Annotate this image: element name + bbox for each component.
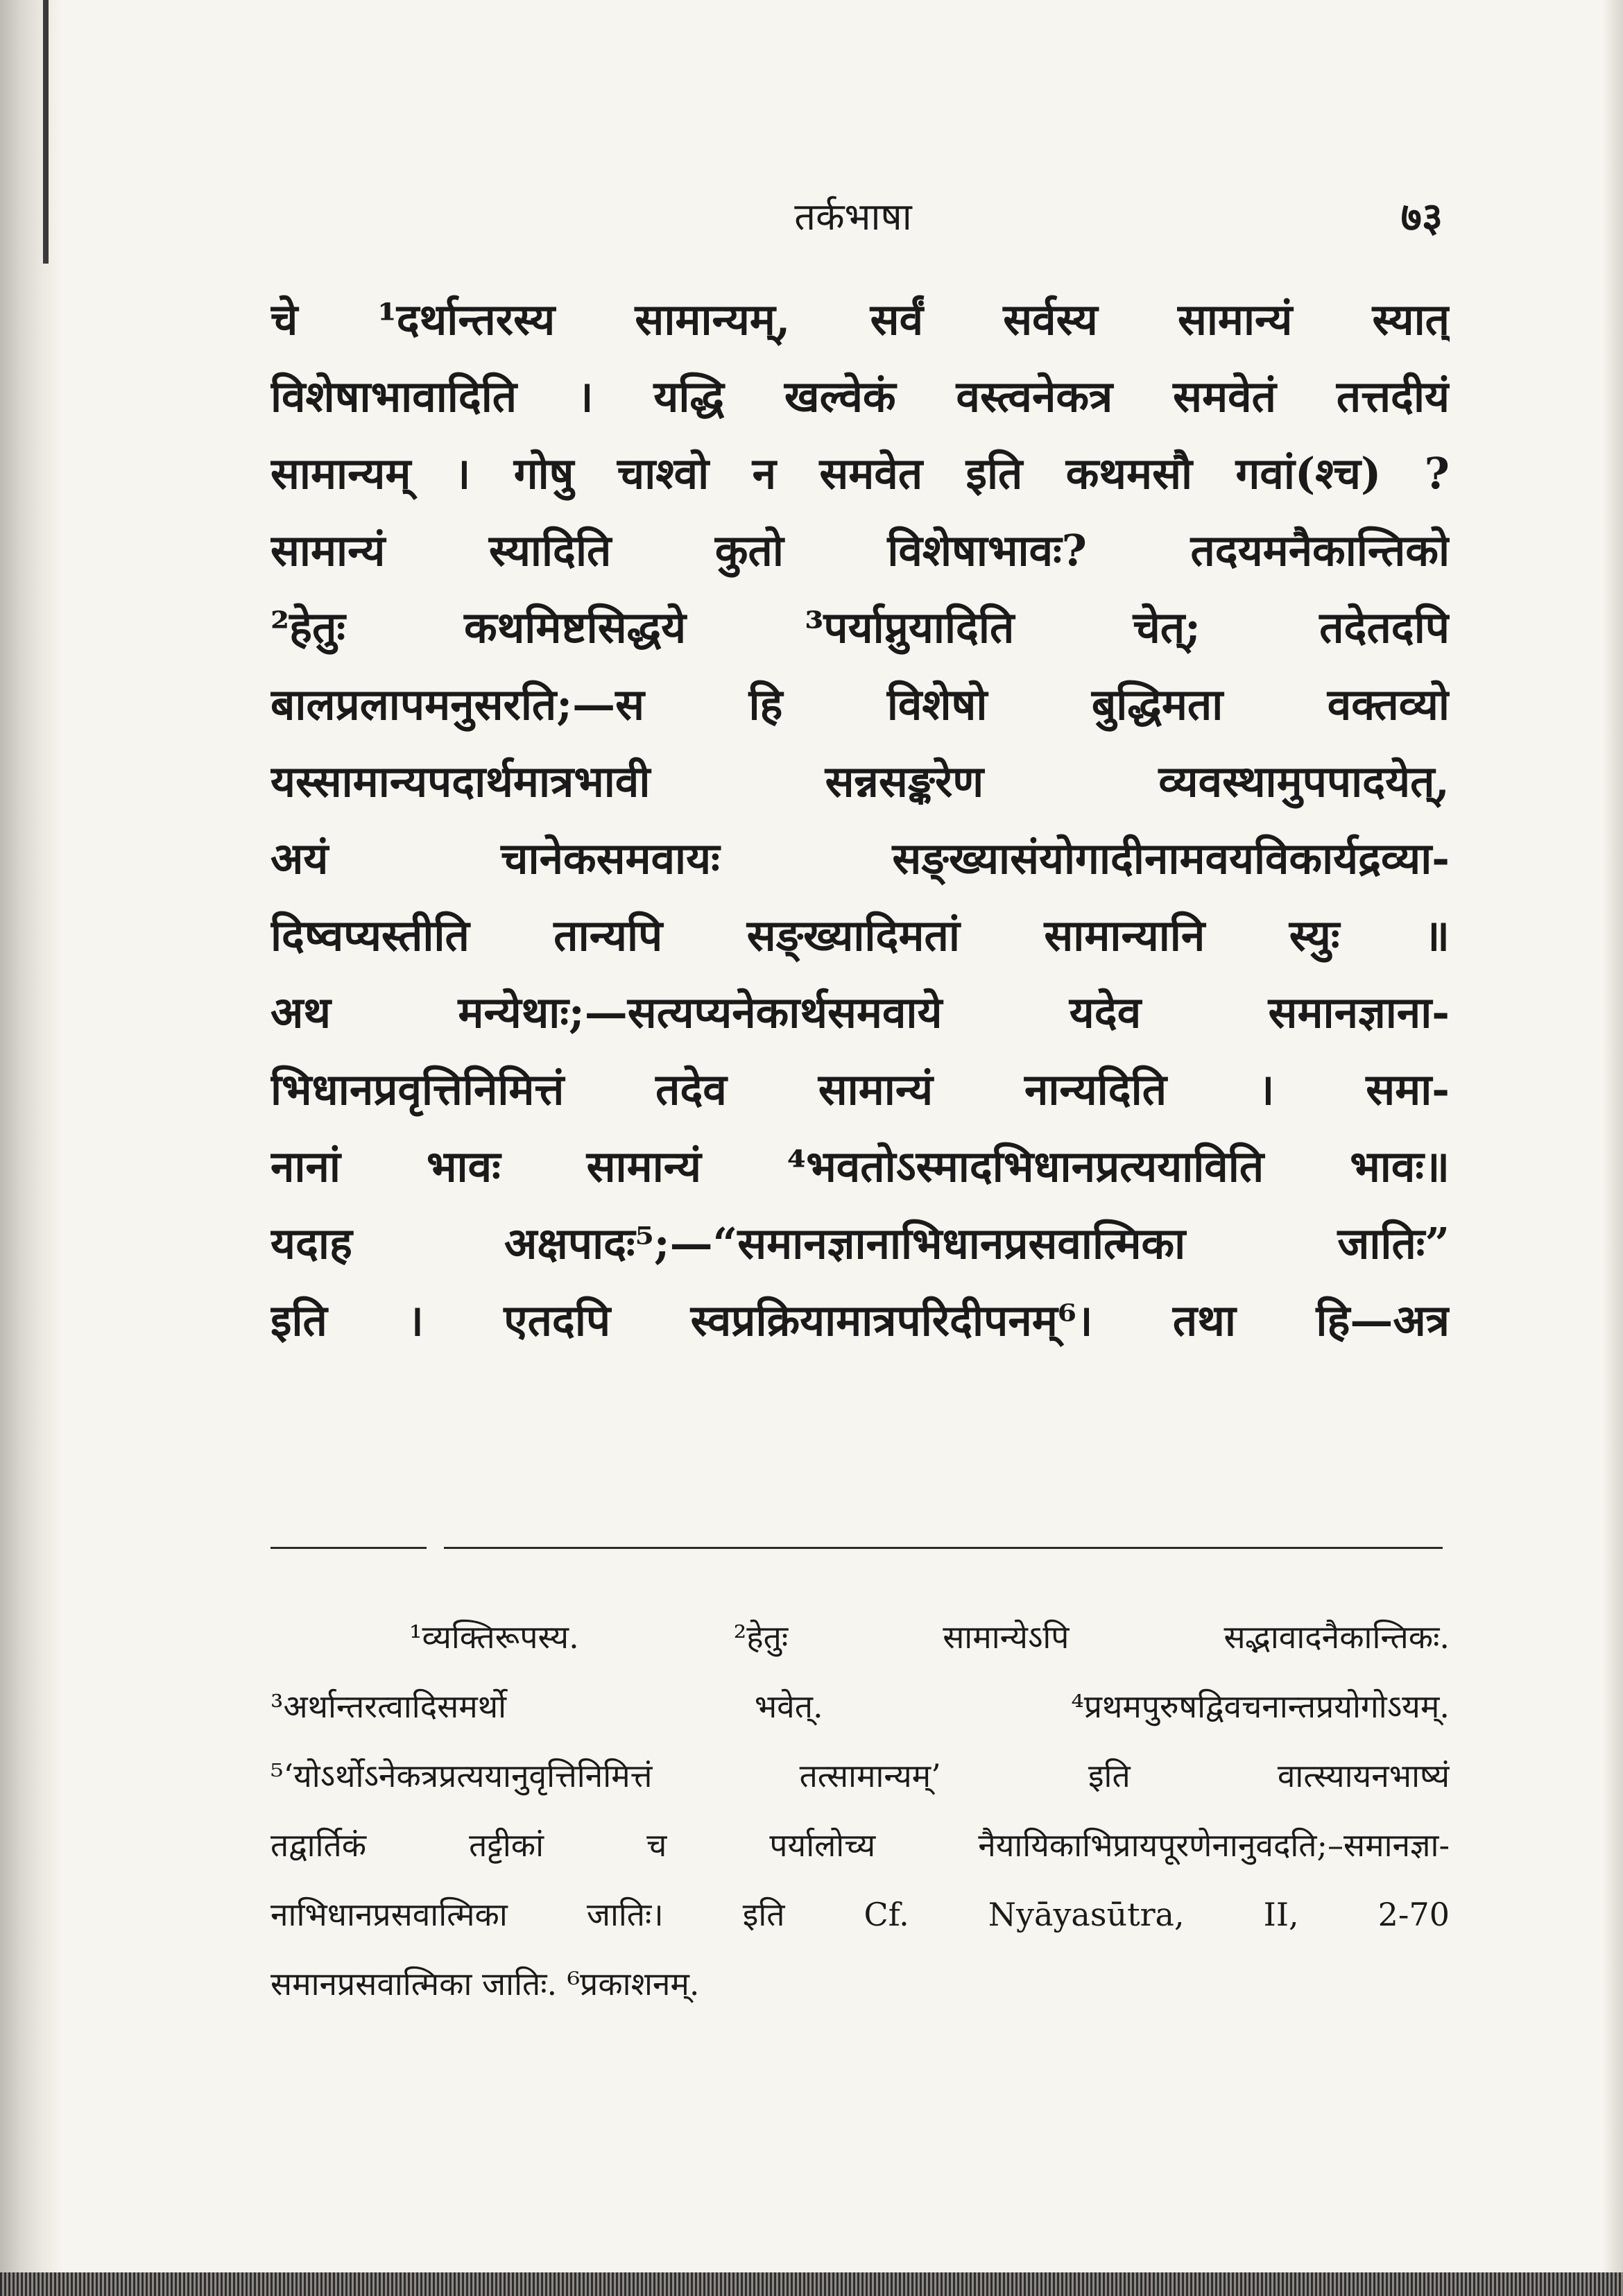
text-line: चे ¹दर्थान्तरस्य सामान्यम्, सर्वं सर्वस्य सामान्यं स्यात् — [270, 294, 1450, 345]
running-title: तर्कभाषा — [794, 195, 912, 239]
text-line: अथ मन्येथाः;—सत्यप्यनेकार्थसमवाये यदेव समानज्ञाना- — [270, 987, 1450, 1038]
footnote-rule-long — [444, 1547, 1443, 1549]
footnote-line: ¹व्यक्तिरूपस्य. ²हेतुः सामान्येऽपि सद्भावादनैकान्तिकः. — [409, 1618, 1450, 1656]
text-line: यदाह अक्षपादः⁵;—“समानज्ञानाभिधानप्रसवात्मिका जातिः” — [270, 1218, 1450, 1269]
footnote-line: ⁵‘योऽर्थोऽनेकत्रप्रत्ययानुवृत्तिनिमित्तं तत्सामान्यम्’ इति वात्स्यायनभाष्यं — [270, 1757, 1450, 1794]
main-text — [270, 281, 1450, 1359]
footnote-line: तद्वार्तिकं तट्टीकां च पर्यालोच्य नैयायिकाभिप्रायपूरणेनानुवदति;–समानज्ञा- — [270, 1826, 1450, 1864]
footnote-line: ³अर्थान्तरत्वादिसमर्थो भवेत्. ⁴प्रथमपुरुषद्विवचनान्तप्रयोगोऽयम्. — [270, 1688, 1450, 1725]
running-header — [264, 186, 1443, 248]
text-line: इति । एतदपि स्वप्रक्रियामात्रपरिदीपनम्⁶। तथा हि—अत्र — [270, 1295, 1450, 1346]
text-line: ²हेतुः कथमिष्टसिद्धये ³पर्याप्नुयादिति चेत्; तदेतदपि — [270, 602, 1450, 653]
text-line: विशेषाभावादिति । यद्धि खल्वेकं वस्त्वनेकत्र समवेतं तत्तदीयं — [270, 371, 1450, 422]
footnote-line: नाभिधानप्रसवात्मिका जातिः। इति Cf. Nyāyasūtra, II, 2-70 — [270, 1896, 1450, 1933]
text-line: सामान्यम् । गोषु चाश्वो न समवेत इति कथमसौ गवां(श्च) ? — [270, 448, 1450, 499]
footnotes — [270, 1602, 1450, 2019]
binding-edge — [0, 0, 62, 2296]
binding-mark — [43, 0, 49, 264]
text-line: अयं चानेकसमवायः सङ्ख्यासंयोगादीनामवयविकार्यद्रव्या- — [270, 833, 1450, 884]
text-line: भिधानप्रवृत्तिनिमित्तं तदेव सामान्यं नान्यदिति । समा- — [270, 1064, 1450, 1115]
scan-bottom-edge — [0, 2272, 1623, 2296]
text-line: दिष्वप्यस्तीति तान्यपि सङ्ख्यादिमतां सामान्यानि स्युः ॥ — [270, 910, 1450, 961]
page-right-edge — [1602, 0, 1623, 2296]
footnote-rule-short — [270, 1547, 427, 1549]
footnote-line: समानप्रसवात्मिका जातिः. ⁶प्रकाशनम्. — [270, 1965, 700, 2003]
text-line: नानां भावः सामान्यं ⁴भवतोऽस्मादभिधानप्रत्ययाविति भावः॥ — [270, 1141, 1450, 1192]
text-line: यस्सामान्यपदार्थमात्रभावी सन्नसङ्करेण व्यवस्थामुपपादयेत्, — [270, 756, 1450, 807]
page-number: ७३ — [1400, 194, 1443, 241]
text-line: बालप्रलापमनुसरति;—स हि विशेषो बुद्धिमता वक्तव्यो — [270, 679, 1450, 730]
text-line: सामान्यं स्यादिति कुतो विशेषाभावः? तदयमनैकान्तिको — [270, 525, 1450, 576]
